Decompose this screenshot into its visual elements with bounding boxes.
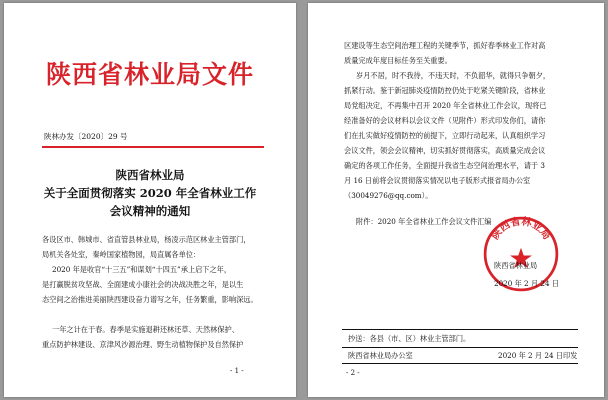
page-number: - 1 -: [230, 367, 244, 375]
body-line: 月 16 日前将会议贯彻落实情况以电子版形式报省局办公室: [344, 176, 531, 185]
title-line: 陕西省林业局: [115, 168, 185, 182]
issue-date: 2020 年 2 月 24 日印发: [498, 351, 578, 360]
body-line: 质量完成年度目标任务至关重要。: [344, 56, 452, 65]
red-divider: [42, 146, 264, 148]
body-line: 一年之计在于春。春季是实施退耕还林还草、天然林保护、: [52, 325, 239, 334]
signature: 陕西省林业局: [494, 261, 538, 270]
body-line: 确定的各项工作任务，全面提升我省生态空间治理水平，请于 3: [344, 161, 545, 170]
body-line: 会议文件，领会会议精神，切实抓好贯彻落实，高质量完成会议: [344, 146, 546, 155]
title-line: 会议精神的通知: [109, 204, 191, 218]
body-line: 局党组决定，不再集中召开 2020 年全省林业工作会议，现将已: [344, 101, 547, 110]
document-page-1: [4, 3, 296, 397]
svg-text:陕西省林业局: 陕西省林业局: [489, 216, 553, 242]
issuer: 陕西省林业局办公室: [348, 351, 413, 360]
body-line: （30049276@qq.com）。: [344, 191, 433, 200]
body-line: 区建设等生态空间治理工程的关键季节，抓好春季林业工作对高: [344, 41, 546, 50]
title-line: 关于全面贯彻落实 2020 年全省林业工作: [43, 186, 257, 200]
body-line: 岁月不居，时不我待，不违天时，不负韶华，就得只争朝夕，: [356, 71, 551, 80]
signature-date: 2020 年 2 月 24 日: [494, 279, 559, 288]
attachment-line: 附件：2020 年全省林业工作会议文件汇编: [356, 217, 492, 226]
cc-line: 抄送：各县（市、区）林业主管部门。: [348, 334, 471, 343]
header-title: 陕西省林业局文件: [45, 60, 254, 89]
body-line: 态空间之治推进美丽陕西建设奋力谱写之年，任务繁重，影响深远。: [42, 295, 258, 304]
footer-rule-top: [342, 329, 578, 330]
body-line: 们在扎实做好疫情防控的前提下，立即行动起来，认真组织学习: [344, 131, 546, 140]
page-number: - 2 -: [346, 369, 360, 377]
body-line: 抓紧行动。鉴于新冠肺炎疫情防控仍处于吃紧关键阶段，省林业: [344, 86, 546, 95]
body-line: 2020 年是收官“十三五”和谋划“十四五”承上启下之年，: [52, 265, 232, 274]
addressee-line: 各设区市、韩城市、省直管县林业局，杨凌示范区林业主管部门，: [42, 235, 251, 244]
body-line: 是打赢脱贫攻坚战、全面建成小康社会的决战决胜之年，是以生: [42, 280, 244, 289]
body-line: 重点防护林建设、京津风沙源治理、野生动植物保护及自然保护: [42, 340, 244, 349]
doc-number: 陕林办发〔2020〕29 号: [44, 132, 128, 141]
body-line: 经准备好的会议材料以会议文件（见附件）形式印发你们，请你: [344, 116, 546, 125]
footer-rule-mid: [342, 347, 578, 348]
footer-rule-bottom: [342, 363, 578, 364]
addressee-line: 局机关各处室，秦岭国家植物园，局直属各单位：: [42, 250, 201, 259]
document-page-2: [308, 3, 604, 397]
